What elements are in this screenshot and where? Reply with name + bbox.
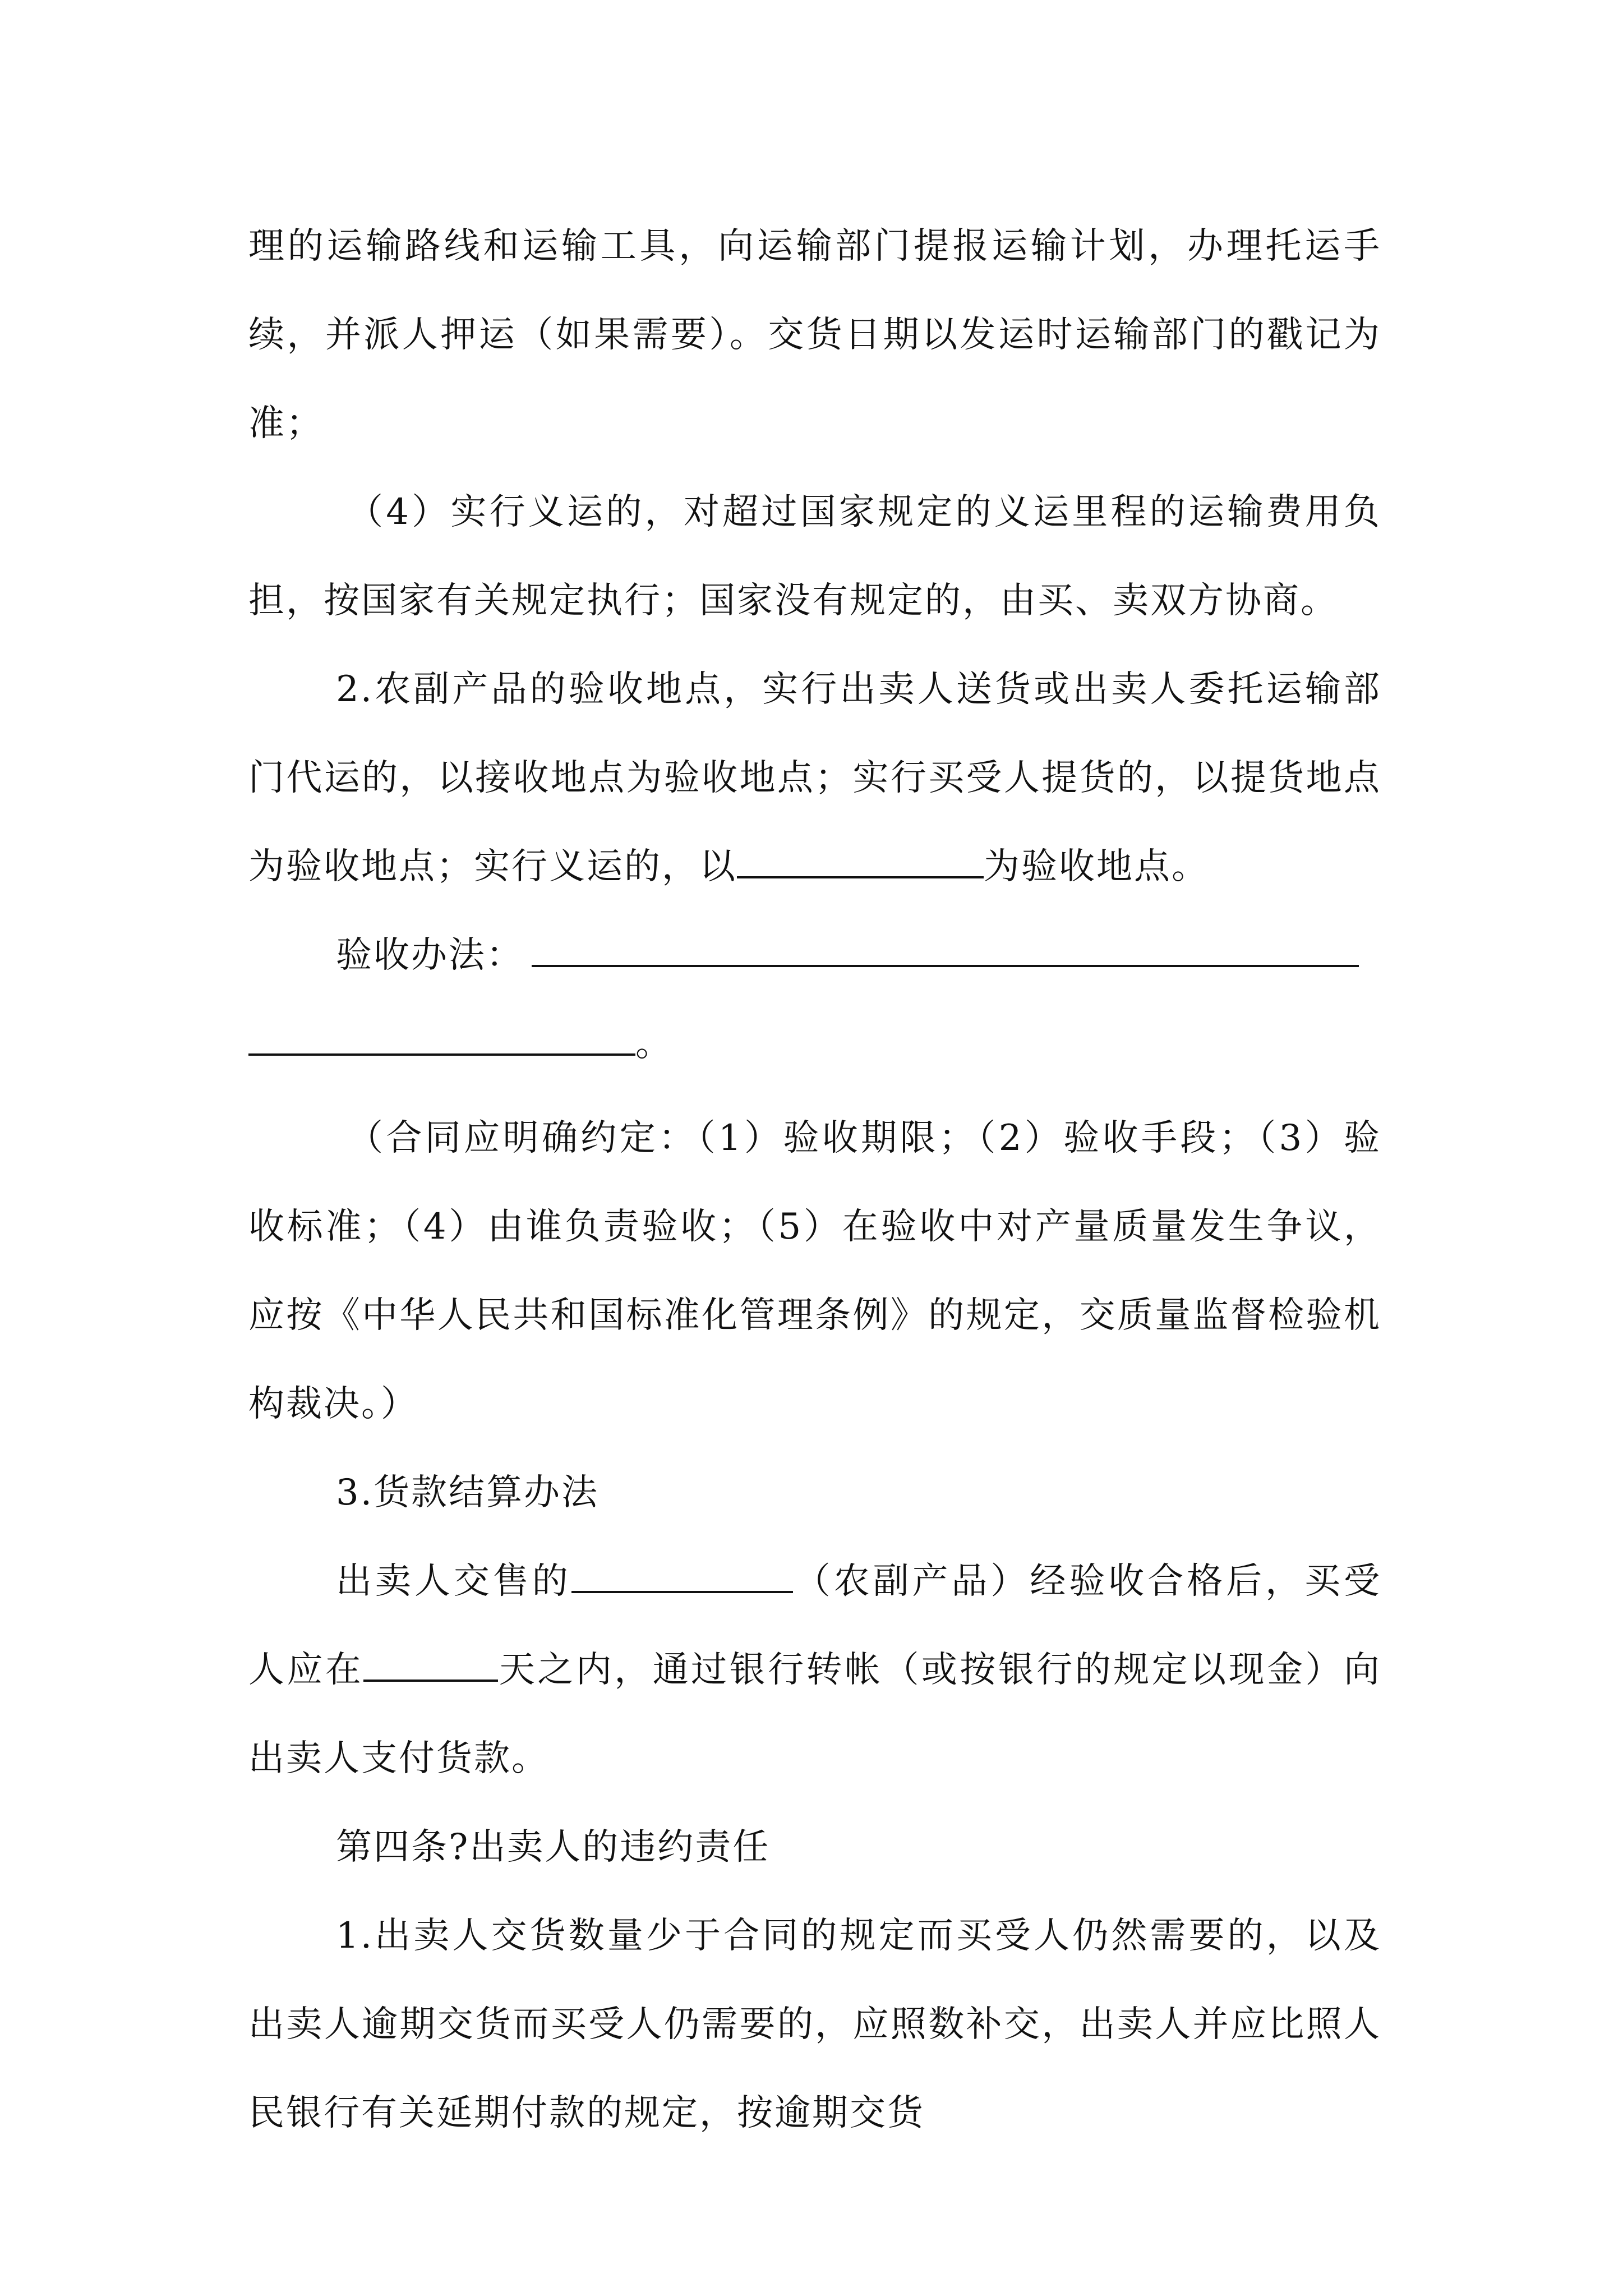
payment-days-blank [363, 1644, 498, 1682]
inspection-location-blank [737, 840, 984, 878]
section-heading-text: 3.货款结算办法 [336, 1472, 600, 1513]
spacer [248, 1088, 1381, 1094]
paragraph-contract-note [248, 1094, 1381, 1448]
paragraph-text: 2.农副产品的验收地点，实行出卖人送货或出卖人委托运输部门代运的，以接收地点为验收地点；实行买受人提货的，以提货地点为验收地点；实行义运的，以 [248, 669, 1381, 887]
paragraph-text: 1.出卖人交货数量少于合同的规定而买受人仍然需要的，以及出卖人逾期交货而买受人仍需要的，应照数补交，出卖人并应比照人民银行有关延期付款的规定，按逾期交货 [248, 1915, 1381, 2134]
paragraph-free-transport [248, 468, 1381, 645]
paragraph-inspection-method [248, 911, 1381, 1088]
paragraph-text: （农副产品）经验收合格后，买受人应在 [248, 1561, 1382, 1691]
inspection-method-period: 。 [635, 1023, 673, 1065]
inspection-method-label: 验收办法： [336, 935, 524, 976]
paragraph-seller-liability [248, 1892, 1381, 2157]
inspection-method-blank-continued [248, 1018, 635, 1056]
section-heading-settlement [248, 1448, 1381, 1537]
paragraph-text: （4）实行义运的，对超过国家规定的义运里程的运输费用负担，按国家有关规定执行；国家没有规定的，由买、卖双方协商。 [248, 491, 1381, 622]
contract-body [248, 202, 1381, 2157]
paragraph-text-tail: 为验收地点。 [984, 846, 1209, 887]
paragraph-settlement [248, 1537, 1381, 1803]
inspection-method-blank [532, 929, 1359, 967]
paragraph-text: （合同应明确约定：（1）验收期限；（2）验收手段；（3）验收标准；（4）由谁负责验收；（5）在验收中对产量质量发生争议，应按《中华人民共和国标准化管理条例》的规定，交质量监督检验机构裁决。） [248, 1117, 1381, 1425]
paragraph-text: 天之内，通过银行转帐（或按银行的规定以现金）向出卖人支付货款。 [248, 1649, 1382, 1779]
paragraph-transport-plan [248, 202, 1381, 468]
paragraph-inspection-location [248, 645, 1381, 911]
article-heading-seller-liability [248, 1803, 1381, 1892]
product-name-blank [571, 1555, 793, 1593]
paragraph-text: 出卖人交售的 [336, 1561, 571, 1602]
paragraph-text: 理的运输路线和运输工具，向运输部门提报运输计划，办理托运手续，并派人押运（如果需要）。交货日期以发运时运输部门的戳记为准； [248, 226, 1381, 444]
article-heading-text: 第四条?出卖人的违约责任 [336, 1826, 771, 1868]
